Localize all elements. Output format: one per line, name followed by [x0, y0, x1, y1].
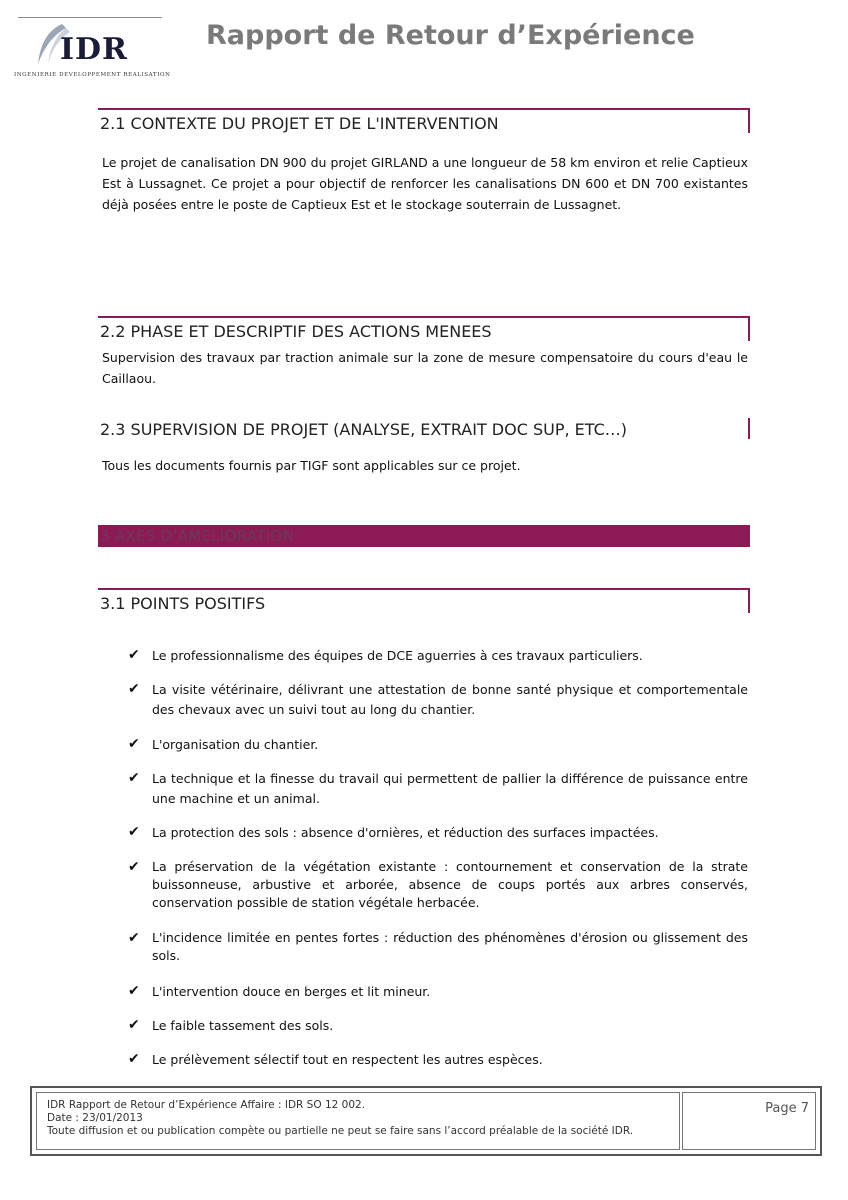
check-mark-icon: ✔	[128, 1017, 140, 1033]
check-mark-icon: ✔	[128, 930, 140, 946]
check-mark-icon: ✔	[128, 647, 140, 663]
check-mark-icon: ✔	[128, 770, 140, 786]
list-item-text: La technique et la finesse du travail qui permettent de pallier la différence de puissance entre une machine et un animal.	[152, 771, 748, 806]
list-item-text: L'organisation du chantier.	[152, 737, 319, 752]
paragraph-2-1: Le projet de canalisation DN 900 du projet GIRLAND a une longueur de 58 km environ et relie Captieux Est à Lussagnet. Ce projet a pour objectif de renforcer les canalisations DN 600 et DN 700 existantes déjà posées entre le poste de Captieux Est et le stockage souterrain de Lussagnet.	[102, 155, 748, 212]
company-logo	[10, 12, 171, 84]
list-item-text: L'intervention douce en berges et lit mineur.	[152, 984, 431, 999]
list-item-text: Le faible tassement des sols.	[152, 1018, 334, 1033]
page-number: Page 7	[765, 1101, 809, 1116]
document-title: Rapport de Retour d’Expérience	[206, 20, 695, 51]
check-mark-icon: ✔	[128, 859, 140, 875]
footer-report-line: IDR Rapport de Retour d’Expérience Affaire : IDR SO 12 002.	[47, 1099, 366, 1111]
paragraph-2-3: Tous les documents fournis par TIGF sont applicables sur ce projet.	[102, 458, 521, 473]
footer-date-line: Date : 23/01/2013	[47, 1112, 143, 1124]
heading-3-bar: 3 AXES D’AMELIORATION	[98, 525, 750, 547]
footer-info-box	[36, 1092, 680, 1150]
list-item-text: Le professionnalisme des équipes de DCE aguerries à ces travaux particuliers.	[152, 648, 643, 663]
check-mark-icon: ✔	[128, 736, 140, 752]
heading-2-3: 2.3 SUPERVISION DE PROJET (ANALYSE, EXTRAIT DOC SUP, ETC…)	[98, 418, 750, 439]
check-mark-icon: ✔	[128, 681, 140, 697]
logo-text: IDR	[60, 32, 128, 67]
list-item-text: La protection des sols : absence d'ornières, et réduction des surfaces impactées.	[152, 825, 659, 840]
heading-2-2: 2.2 PHASE ET DESCRIPTIF DES ACTIONS MENEES	[98, 316, 750, 341]
heading-2-1: 2.1 CONTEXTE DU PROJET ET DE L'INTERVENTION	[98, 108, 750, 133]
list-item-text: Le prélèvement sélectif tout en respectent les autres espèces.	[152, 1052, 543, 1067]
heading-3-1: 3.1 POINTS POSITIFS	[98, 588, 750, 613]
logo-rule	[18, 17, 162, 18]
list-item-text: La visite vétérinaire, délivrant une attestation de bonne santé physique et comportementale des chevaux avec un suivi tout au long du chantier.	[152, 682, 748, 717]
check-mark-icon: ✔	[128, 983, 140, 999]
logo-tagline: INGENIERIE DEVELOPPEMENT REALISATION	[14, 72, 171, 78]
page-footer	[30, 1086, 822, 1156]
list-item-text: L'incidence limitée en pentes fortes : réduction des phénomènes d'érosion ou glissement des sols.	[152, 930, 748, 963]
paragraph-2-2: Supervision des travaux par traction animale sur la zone de mesure compensatoire du cours d'eau le Caillaou.	[102, 350, 748, 386]
footer-page-box	[682, 1092, 816, 1150]
footer-disclaimer: Toute diffusion et ou publication compète ou partielle ne peut se faire sans l’accord préalable de la société IDR.	[47, 1125, 634, 1137]
list-item-text: La préservation de la végétation existante : contournement et conservation de la strate buissonneuse, arbustive et arborée, absence de coups portés aux arbres conservés, conservation possible de station végétale herbacée.	[152, 859, 748, 910]
check-mark-icon: ✔	[128, 824, 140, 840]
check-mark-icon: ✔	[128, 1051, 140, 1067]
